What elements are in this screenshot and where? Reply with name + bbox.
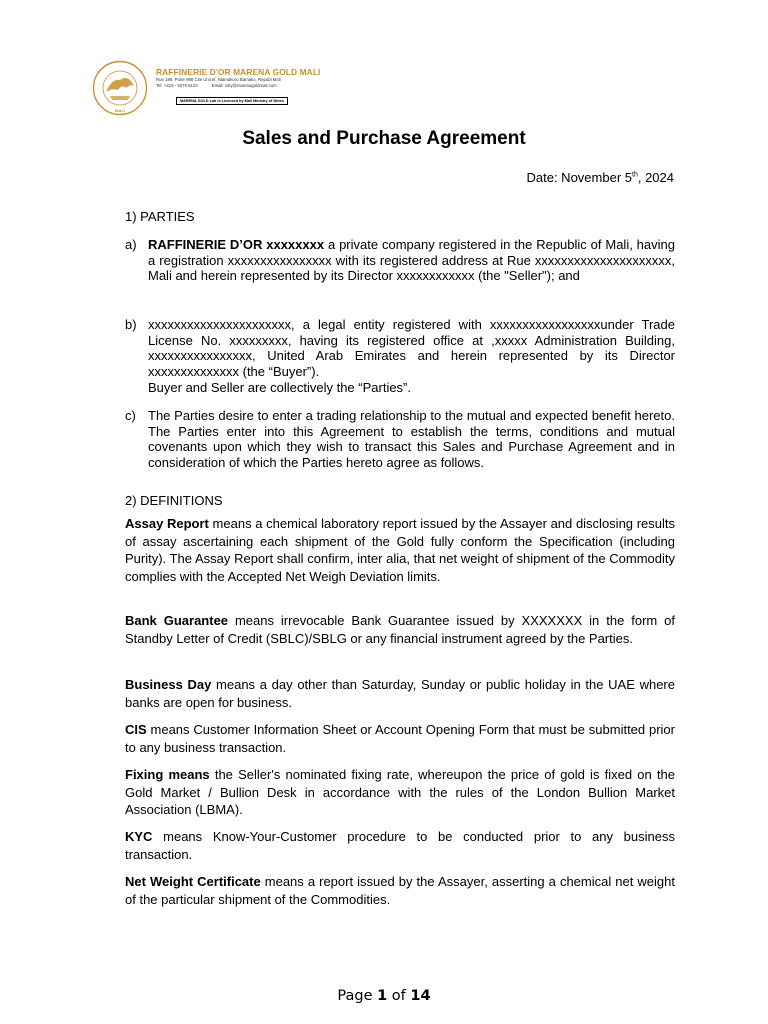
definition-text: means a report issued by the Assayer, asserting a chemical net weight of the particular shipment of the Commodities. [125,874,675,907]
footer-total-pages: 14 [410,988,431,1004]
party-a-text [148,237,675,284]
footer-page-word: Page [337,988,378,1004]
svg-text:MALI: MALI [115,108,125,113]
company-seal-logo [92,60,148,116]
definition-term: Business Day [125,677,212,692]
party-b [125,317,675,379]
footer-current-page: 1 [377,988,388,1004]
definition-text: the Seller's nominated fixing rate, whereupon the price of gold is fixed on the Gold Market / Bullion Desk in accordance with the rules of the London Bullion Market Association (LBMA). [125,767,675,818]
definition-text: means a day other than Saturday, Sunday or public holiday in the UAE where banks are open for business. [125,677,675,710]
definition-text: means Know-Your-Customer procedure to be conducted prior to any business transaction. [125,829,675,862]
document-title: Sales and Purchase Agreement [242,128,526,149]
party-c-text: The Parties desire to enter a trading relationship to the mutual and expected benefit hereto. The Parties enter into this Agreement to establish the terms, conditions and mutual covenants upon which they wish to transact this Sales and Purchase Agreement and in consideration of which the Parties hereto agree as follows. [148,408,675,470]
definition-fixing [125,766,675,819]
definition-term: KYC [125,829,153,844]
date-prefix: Date: November 5 [526,170,632,185]
letterhead-text [156,67,331,107]
letterhead-contact [156,83,331,89]
footer-of-word: of [387,988,411,1004]
party-a-name: RAFFINERIE D’OR xxxxxxxx [148,237,325,252]
letterhead-email: Email: siby@marenagoldmali.com [211,83,277,88]
party-a-body: a private company registered in the Republic of Mali, having a registration xxxxxxxxxxxxxxxx with its registered address at Rue xxxxxxxxxxxxxxxxxxxxx, Mali and herein represented by its Director xxxxxxxxxxxx (the "Seller"); and [148,237,675,284]
definition-text: means Customer Information Sheet or Account Opening Form that must be submitted prior to any business transaction. [125,722,675,755]
date-year: , 2024 [637,170,674,185]
definition-text: means irrevocable Bank Guarantee issued by XXXXXXX in the form of Standby Letter of Credit (SBLC)/SBLG or any financial instrument agreed by the Parties. [125,613,676,646]
definition-cis [125,721,675,756]
page-footer [0,988,768,1004]
definition-text: means a chemical laboratory report issued by the Assayer and disclosing results of assay ascertaining each shipment of the Gold fully conform the Specification (including Purity). The Assay Report shall confirm, inter alia, that net weight of shipment of the Commodity complies with the Accepted Net Weigh Deviation limits. [125,516,675,584]
party-a [125,237,675,284]
party-c [125,408,675,470]
definition-term: Net Weight Certificate [125,874,261,889]
definitions-heading: 2) DEFINITIONS [125,493,223,508]
definition-term: Bank Guarantee [125,613,229,628]
party-a-label: a) [125,237,137,252]
party-b-text: xxxxxxxxxxxxxxxxxxxxxx, a legal entity registered with xxxxxxxxxxxxxxxxxunder Trade License No. xxxxxxxxx, having its registered office at ,xxxxx Administration Building, xxxxxxxxxxxxxxxx, United Arab Emirates and herein represented by its Director xxxxxxxxxxxxxx (the “Buyer”). [148,317,675,379]
party-c-label: c) [125,408,136,423]
definition-business-day [125,676,675,711]
definition-term: Assay Report [125,516,209,531]
letterhead [92,60,332,116]
letterhead-company-name: RAFFINERIE D'OR MARENA GOLD MALI [156,67,321,77]
letterhead-license-box: MARENA GOLD Lab is Licensed by Mali Ministry of Mines [176,97,288,105]
letterhead-address: Rue 199, Porte 988 Cite Unicef, Niamakoro Bamako, Republ Mali [156,77,281,82]
parties-collective-note: Buyer and Seller are collectively the “Parties”. [148,380,412,395]
definition-assay-report [125,515,675,585]
document-date [527,170,675,185]
definition-bank-guarantee [125,612,675,647]
definition-kyc [125,828,675,863]
definition-term: CIS [125,722,147,737]
party-b-label: b) [125,317,137,332]
letterhead-tel: Tel: +223 - 9379 8123 [156,83,198,88]
parties-heading: 1) PARTIES [125,209,195,224]
definition-net-weight-certificate [125,873,675,908]
definition-term: Fixing means [125,767,210,782]
date-suffix-sup: th [632,171,638,179]
